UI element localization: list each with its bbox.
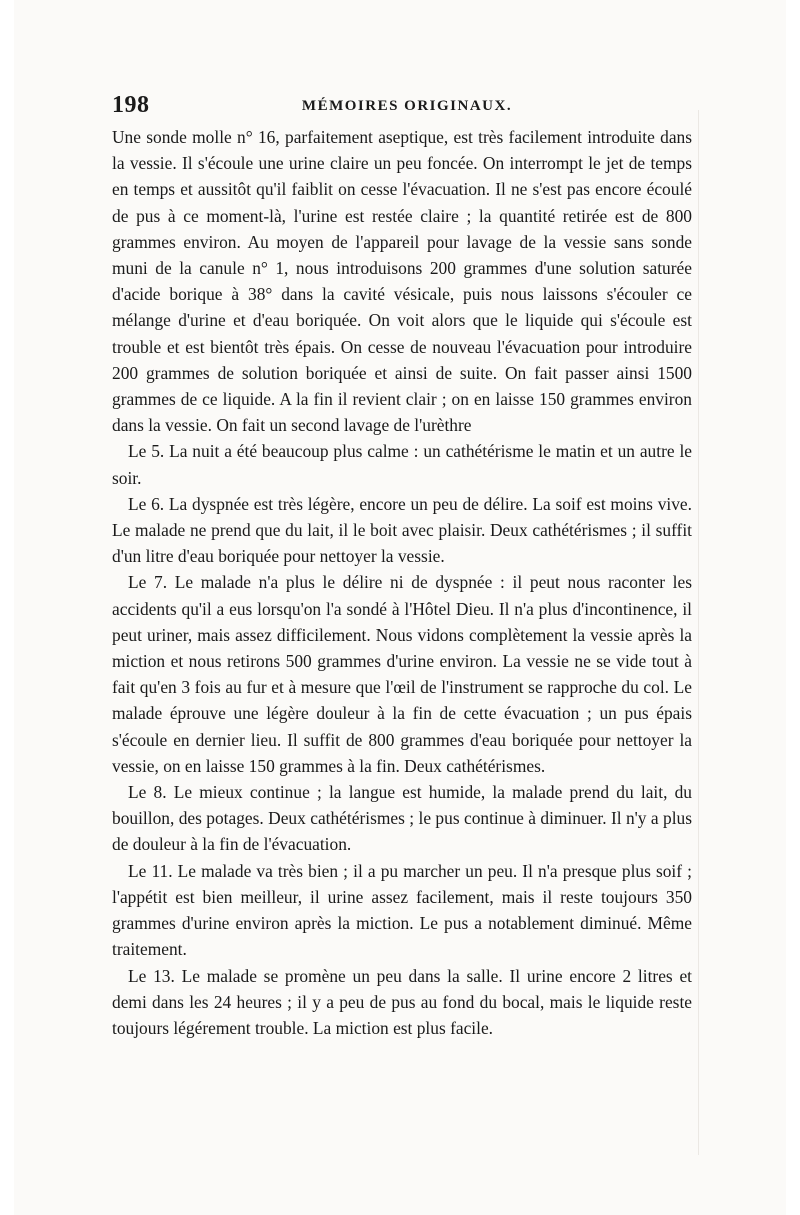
paragraph-day-13: Le 13. Le malade se promène un peu dans la salle. Il urine encore 2 litres et demi dans les 24 heures ; il y a peu de pus au fond du bocal, mais le liquide reste toujours légérement trouble. La miction est plus facile. [112,965,692,1038]
paragraph-day-8: Le 8. Le mieux continue ; la langue est humide, la malade prend du lait, du bouillon, des potages. Deux cathétérismes ; le pus continue à diminuer. Il n'y a plus de douleur à la fin de l'évacuation. [112,782,692,855]
page-header [112,92,702,122]
body-text [112,124,692,1041]
page-number: 198 [112,92,150,118]
paragraph-day-7: Le 7. Le malade n'a plus le délire ni de dyspnée : il peut nous raconter les accidents qu'il a eus lorsqu'on l'a sondé à l'Hôtel Dieu. Il n'a plus d'incontinence, il peut uriner, mais assez difficilement. Nous vidons complètement la vessie après la miction et nous retirons 500 grammes d'urine environ. La vessie ne se vide tout à fait qu'en 3 fois au fur et à mesure que l'œil de l'instrument se rapproche du col. Le malade éprouve une légère douleur à la fin de cette évacuation ; un pus épais s'écoule en dernier lieu. Il suffit de 800 grammes d'eau boriquée pour nettoyer la vessie, on en laisse 150 grammes à la fin. Deux cathétérismes. [112,572,692,776]
paragraph-day-6: Le 6. La dyspnée est très légère, encore un peu de délire. La soif est moins vive. Le malade ne prend que du lait, il le boit avec plaisir. Deux cathétérismes ; il suffit d'un litre d'eau boriquée pour nettoyer la vessie. [112,493,692,567]
scan-margin-left [0,0,14,1215]
gutter-shadow [698,110,699,1155]
running-title: MÉMOIRES ORIGINAUX. [301,98,513,114]
paragraph-day-11: Le 11. Le malade va très bien ; il a pu marcher un peu. Il n'a presque plus soif ; l'appétit est bien meilleur, il urine assez facilement, mais il reste toujours 350 grammes d'urine environ après la miction. Le pus a notablement diminué. Même traitement. [112,860,692,960]
paragraph-day-5: Le 5. La nuit a été beaucoup plus calme : un cathétérisme le matin et un autre le soir. [112,441,692,488]
scan-margin-right [786,0,800,1215]
paragraph-procedure: Une sonde molle n° 16, parfaitement aseptique, est très facilement introduite dans la vessie. Il s'écoule une urine claire un peu foncée. On interrompt le jet de temps en temps et aussitôt qu'il faiblit on cesse l'évacuation. Il ne s'est pas encore écoulé de pus à ce moment-là, l'urine est restée claire ; la quantité retirée est de 800 grammes environ. Au moyen de l'appareil pour lavage de la vessie sans sonde muni de la canule n° 1, nous introduisons 200 grammes d'une solution saturée d'acide borique à 38° dans la cavité vésicale, puis nous laissons s'écouler ce mélange d'urine et d'eau boriquée. On voit alors que le liquide qui s'écoule est trouble et est bientôt très épais. On cesse de nouveau l'évacuation pour introduire 200 grammes de solution boriquée et ainsi de suite. On fait passer ainsi 1500 grammes de ce liquide. A la fin il revient clair ; on en laisse 150 grammes environ dans la vessie. On fait un second lavage de l'urèthre [112,127,692,436]
